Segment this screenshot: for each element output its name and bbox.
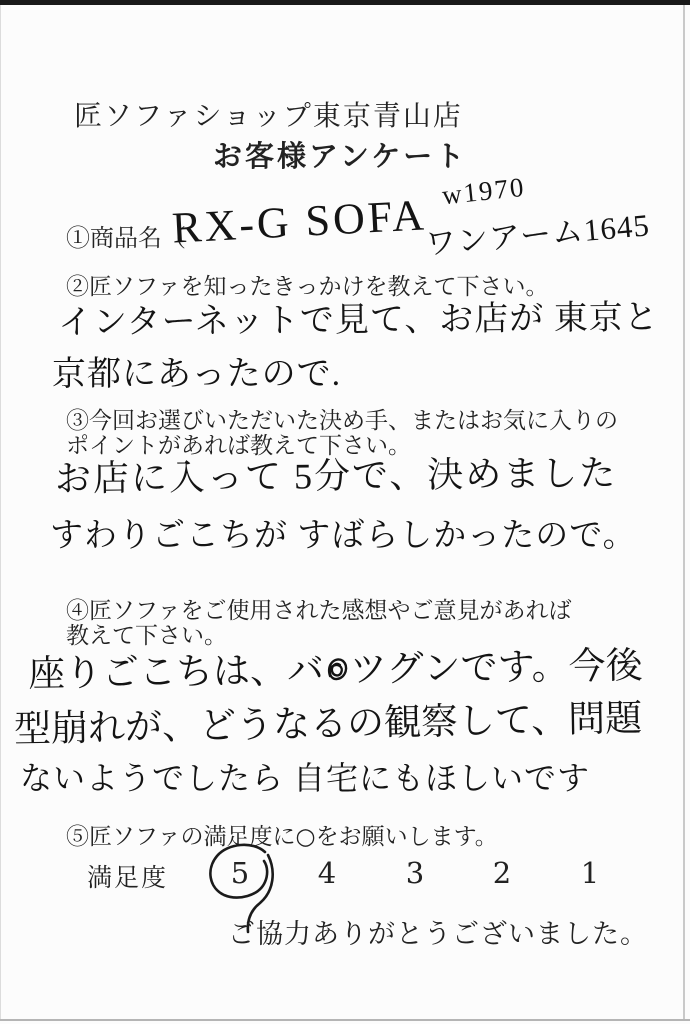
rating-option-2: 2 <box>492 856 512 890</box>
scan-edge-top <box>0 0 690 5</box>
q4-answer-line2: 型崩れが、どうなるの観察して、問題 <box>13 698 643 751</box>
scribble-mark <box>324 654 350 684</box>
rating-option-3: 3 <box>405 856 425 890</box>
q2-label: ②匠ソファを知ったきっかけを教えて下さい。 <box>66 274 549 300</box>
form-title: お客様アンケート <box>213 139 468 173</box>
rating-option-4: 4 <box>317 856 337 890</box>
q2-answer-line1: インターネットで見て、お店が 東京と <box>57 299 659 342</box>
rating-option-5: 5 <box>230 856 250 890</box>
q2-answer-line2: 京都にあったので. <box>52 356 342 393</box>
q3-label-line2: ポイントがあれば教えて下さい。 <box>66 433 411 459</box>
q1-answer-model: ワンアーム1645 <box>423 207 652 262</box>
q1-answer-width: w1970 <box>440 171 527 211</box>
scan-edge-right <box>683 5 685 1019</box>
q1-label: ①商品名（ <box>66 224 186 252</box>
closing-text: ご協力ありがとうございました。 <box>228 919 648 950</box>
q4-label-line2: 教えて下さい。 <box>66 623 227 649</box>
q5-label: ⑤匠ソファの満足度に○をお願いします。 <box>66 824 498 850</box>
q3-answer-line2: すわりごこちが すばらしかったので。 <box>50 518 637 554</box>
scan-edge-left <box>0 5 1 1019</box>
q4-label-line1: ④匠ソファをご使用された感想やご意見があれば <box>66 598 572 624</box>
q4-answer-line3: ないようでしたら 自宅にもほしいです <box>20 760 591 796</box>
q4-answer-line1-post: ツグンです。今後 <box>349 645 643 691</box>
q4-answer-line1-pre: 座りごこちは、バ <box>27 650 325 696</box>
q3-label-line1: ③今回お選びいただいた決め手、またはお気に入りの <box>66 408 618 434</box>
q3-answer-line1: お店に入って 5分で、決めました <box>54 453 618 499</box>
scan-edge-bottom <box>0 1019 690 1021</box>
store-name: 匠ソファショップ東京青山店 <box>74 99 463 132</box>
rating-option-1: 1 <box>580 856 600 890</box>
q5-scale-title: 満足度 <box>87 863 169 892</box>
q1-answer-product: RX-G SOFA <box>170 190 428 253</box>
q4-answer-line1 <box>27 645 643 696</box>
